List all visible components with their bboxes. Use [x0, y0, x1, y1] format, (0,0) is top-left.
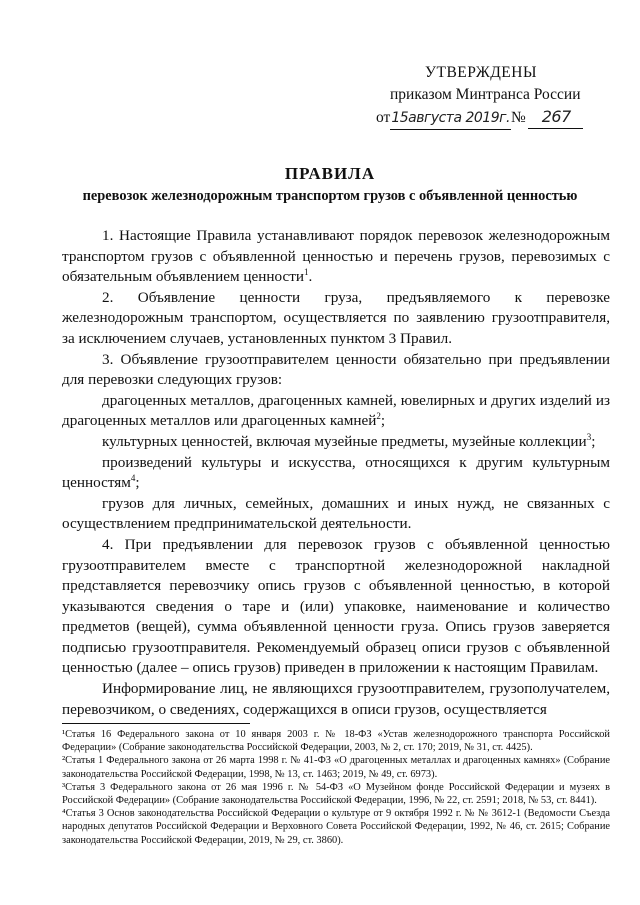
paragraph-4: 4. При предъявлении для перевозок грузов с объявленной ценностью грузоотправителем вместе с транспортной железнодорожной накладной представляется перевозчику опись грузов с объявленной ценностью, в которой указываются сведения о таре и (или) упаковке, наименование и количество предметов (вещей), сумма объявленной ценности груза. Опись грузов заверяется подписью грузоотправителя. Рекомендуемый образец описи грузов с объявленной ценностью (далее – опись грузов) приведен в приложении к настоящим Правилам. — [62, 535, 610, 677]
footnote-ref-4: 4 — [130, 473, 136, 484]
footnote-divider — [62, 723, 250, 724]
paragraph-3-item-3: произведений культуры и искусства, относящихся к другим культурным ценностям$^4$; — [62, 453, 610, 492]
paragraph-3-item-2: культурных ценностей, включая музейные предметы, музейные коллекции$^3$; — [102, 431, 596, 450]
footnote-2: ²Статья 1 Федерального закона от 26 марта 1998 г. № 41-ФЗ «О драгоценных металлах и драгоценных камнях» (Собрание законодательства Российской Федерации, 1998, № 13, ст. 1463; 2019, № 49, ст. 6973). — [62, 755, 610, 780]
paragraph-2: 2. Объявление ценности груза, предъявляемого к перевозке железнодорожным транспортом, осуществляется по заявлению грузоотправителя, за исключением случаев, установленных пунктом 3 Правил. — [62, 288, 610, 347]
approval-date-line — [376, 106, 582, 130]
title-block — [60, 163, 600, 207]
number-label: № — [510, 109, 526, 126]
footnotes — [62, 728, 610, 847]
handwritten-date: 15августа 2019г. — [390, 107, 511, 130]
approval-prefix: от — [376, 109, 391, 126]
footnote-ref-1: 1 — [303, 267, 309, 278]
approval-order: приказом Минтранса России — [390, 86, 581, 103]
footnote-1: ¹Статья 16 Федерального закона от 10 января 2003 г. № 18-ФЗ «Устав железнодорожного транспорта Российской Федерации» (Собрание законодательства Российской Федерации, 2003, № 2, ст. 170; 2019, № 31, ст. 4425). — [62, 729, 610, 754]
paragraph-3-item-1: драгоценных металлов, драгоценных камней, ювелирных и других изделий из драгоценных металлов или драгоценных камней$^2$; — [62, 391, 610, 430]
document-subtitle: перевозок железнодорожным транспортом грузов с объявленной ценностью — [82, 188, 578, 204]
footnote-ref-3: 3 — [586, 431, 592, 442]
paragraph-1: 1. Настоящие Правила устанавливают порядок перевозок железнодорожным транспортом грузов с объявленной ценностью и перечень грузов, перевозимых с обязательным объявлением ценности$^1$. — [62, 227, 610, 286]
footnote-3: ³Статья 3 Федерального закона от 26 мая 1996 г. № 54-ФЗ «О Музейном фонде Российской Федерации и музеях в Российской Федерации» (Собрание законодательства Российской Федерации, 1996, № 22, ст. 2591; 2018, № 53, ст. 8441). — [62, 781, 610, 807]
approval-stamp — [376, 62, 582, 130]
document-title: ПРАВИЛА — [284, 164, 376, 183]
footnote-4: ⁴Статья 3 Основ законодательства Российской Федерации о культуре от 9 октября 1992 г. № № 3612-1 (Ведомости Съезда народных депутатов Российской Федерации и Верховного Совета Российской Федерации, 1992, № 46, ст. 2615; Собрание законодательства Российской Федерации, 2019, № 29, ст. 3860). — [62, 808, 610, 846]
paragraph-3: 3. Объявление грузоотправителем ценности обязательно при предъявлении для перевозки следующих грузов: — [62, 350, 610, 389]
body-text — [62, 226, 610, 720]
handwritten-number: 267 — [528, 106, 583, 129]
paragraph-5: Информирование лиц, не являющихся грузоотправителем, грузополучателем, перевозчиком, о сведениях, содержащихся в описи грузов, осуществляется — [62, 680, 610, 718]
approval-heading: УТВЕРЖДЕНЫ — [425, 64, 537, 81]
paragraph-3-item-4: грузов для личных, семейных, домашних и иных нужд, не связанных с осуществлением предпринимательской деятельности. — [62, 494, 610, 533]
footnote-ref-2: 2 — [376, 411, 381, 422]
